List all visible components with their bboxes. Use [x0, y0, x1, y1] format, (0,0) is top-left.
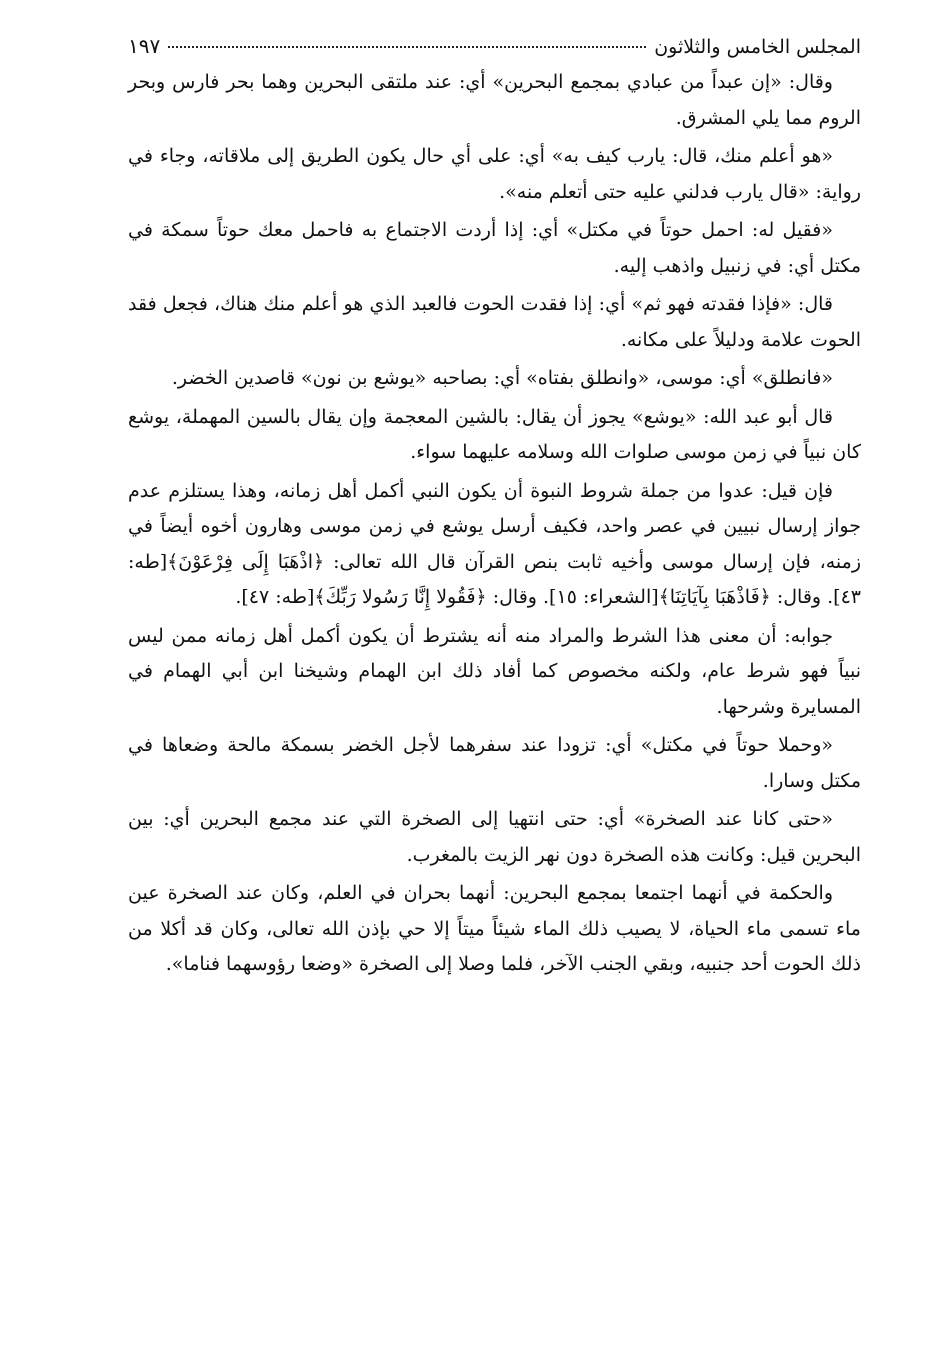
paragraph: «فانطلق» أي: موسى، «وانطلق بفتاه» أي: بصاحبه «يوشع بن نون» قاصدين الخضر.: [171, 367, 833, 389]
paragraph: فإن قيل: عدوا من جملة شروط النبوة أن يكون النبي أكمل أهل زمانه، وهذا يستلزم عدم جواز إرسال نبيين في عصر واحد، فكيف أرسل يوشع في زمن موسى وهارون أخوه أيضاً في زمنه، فإن إرسال موسى وأخيه ثابت بنص القرآن قال الله تعالى: ﴿اذْهَبَا إِلَى فِرْعَوْنَ﴾[طه: ٤٣]. وقال: ﴿فَاذْهَبَا بِآيَاتِنَا﴾[الشعراء: ١٥]. وقال: ﴿فَقُولا إِنَّا رَسُولا رَبِّكَ﴾[طه: ٤٧].: [128, 479, 861, 608]
running-header: [128, 34, 861, 59]
paragraph: وقال: «إن عبداً من عبادي بمجمع البحرين» أي: عند ملتقى البحرين وهما بحر فارس وبحر الروم مما يلي المشرق.: [128, 71, 861, 129]
paragraph: قال: «فإذا فقدته فهو ثم» أي: إذا فقدت الحوت فالعبد الذي هو أعلم منك هناك، فجعل فقد الحوت علامة ودليلاً على مكانه.: [128, 293, 861, 351]
body-text: [128, 65, 861, 983]
dotted-leader: [168, 46, 646, 48]
paragraph: جوابه: أن معنى هذا الشرط والمراد منه أنه يشترط أن يكون أكمل أهل زمانه ممن ليس نبياً فهو شرط عام، ولكنه مخصوص كما أفاد ذلك ابن الهمام وشيخنا ابن أبي الهمام في المسايرة وشرحها.: [128, 624, 861, 718]
paragraph: «هو أعلم منك، قال: يارب كيف به» أي: على أي حال يكون الطريق إلى ملاقاته، وجاء في رواية: «قال يارب فدلني عليه حتى أتعلم منه».: [128, 145, 861, 203]
paragraph: «حتى كانا عند الصخرة» أي: حتى انتهيا إلى الصخرة التي عند مجمع البحرين أي: بين البحرين قيل: وكانت هذه الصخرة دون نهر الزيت بالمغرب.: [128, 808, 861, 866]
paragraph: «فقيل له: احمل حوتاً في مكتل» أي: إذا أردت الاجتماع به فاحمل معك حوتاً سمكة في مكتل أي: في زنبيل واذهب إليه.: [128, 219, 861, 277]
paragraph: والحكمة في أنهما اجتمعا بمجمع البحرين: أنهما بحران في العلم، وكان عند الصخرة عين ماء تسمى ماء الحياة، لا يصيب ذلك الماء شيئاً ميتاً إلا حي بإذن الله تعالى، وكان قد أكلا من ذلك الحوت أحد جنبيه، وبقي الجنب الآخر، فلما وصلا إلى الصخرة «وضعا رؤوسهما فناما».: [128, 882, 861, 975]
paragraph: «وحملا حوتاً في مكتل» أي: تزودا عند سفرهما لأجل الخضر بسمكة مالحة وضعاها في مكتل وسارا.: [128, 734, 861, 792]
chapter-title: المجلس الخامس والثلاثون: [654, 36, 861, 58]
page-number: ١٩٧: [128, 34, 161, 58]
paragraph: قال أبو عبد الله: «يوشع» يجوز أن يقال: بالشين المعجمة وإن يقال بالسين المهملة، يوشع كان نبياً في زمن موسى صلوات الله وسلامه عليهما سواء.: [128, 405, 861, 463]
